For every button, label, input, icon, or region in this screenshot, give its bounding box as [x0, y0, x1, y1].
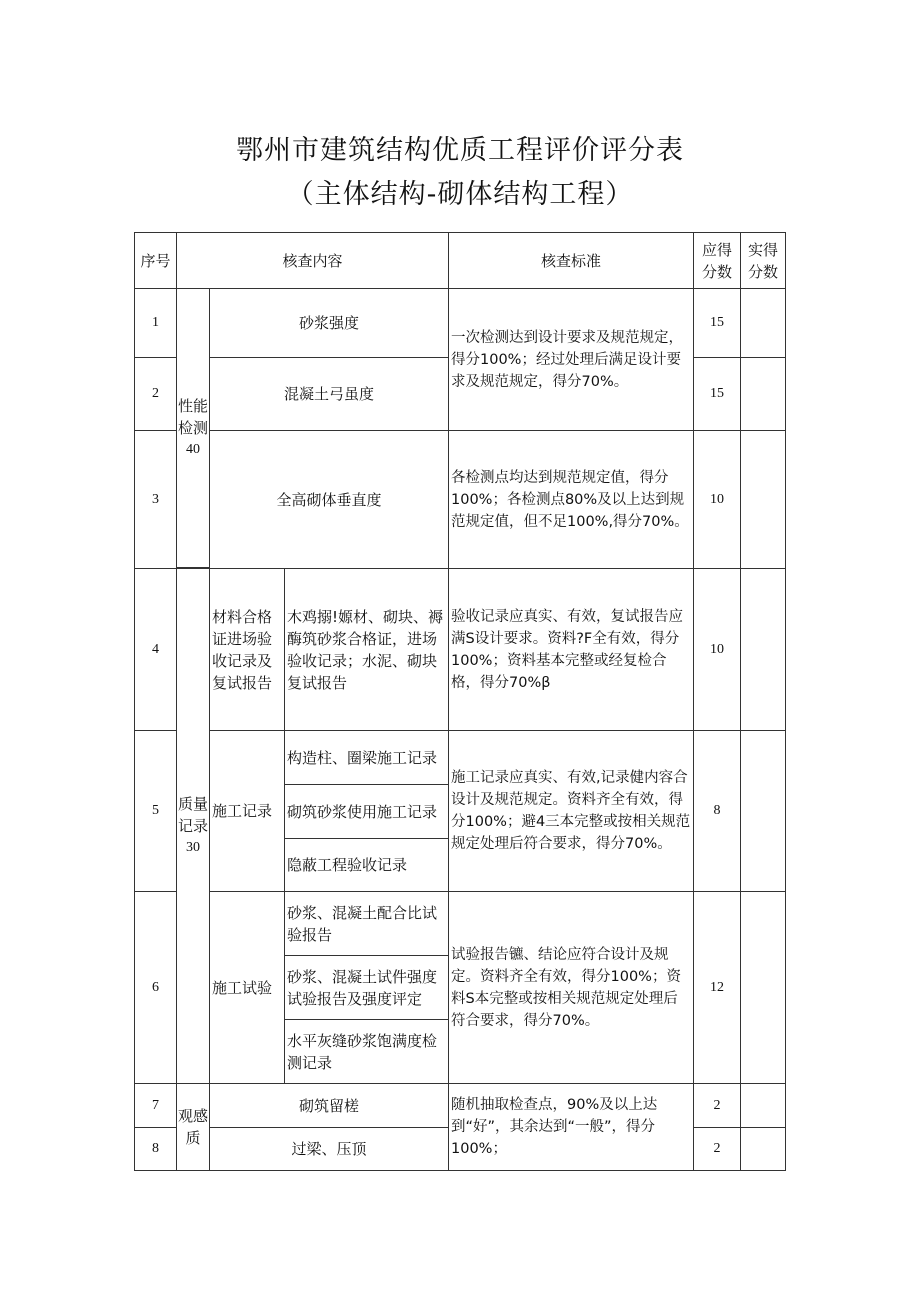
row-7-seq: 7 — [134, 1083, 177, 1128]
row-7-actual — [740, 1083, 786, 1128]
group-appearance-line2: 质 — [185, 1129, 201, 1147]
row-6-item-3: 水平灰缝砂浆饱满度检测记录 — [284, 1019, 449, 1084]
header-should-score-line1: 应得 — [701, 240, 732, 259]
standard-row-5: 施工记录应真实、有效,记录健内容合设计及规范规定。资料齐全有效，得分100%；避4三本完整或按相关规范规定处理后符合要求，得分70%。 — [448, 730, 694, 892]
row-8-seq: 8 — [134, 1127, 177, 1171]
page-subtitle: （主体结构-砌体结构工程） — [286, 179, 634, 210]
row-5-seq: 5 — [134, 730, 177, 892]
row-6-actual — [740, 891, 786, 1084]
row-4-category: 材料合格证进场验收记录及复试报告 — [209, 568, 285, 731]
header-actual-score-line2: 分数 — [747, 262, 778, 281]
row-4-item: 木鸡搦!嫄材、砌块、褥酶筑砂浆合格证，进场验收记录；水泥、砌块复试报告 — [284, 568, 449, 731]
row-2-item: 混凝土弓虽度 — [209, 357, 449, 431]
row-1-score: 15 — [693, 288, 741, 358]
group-appearance — [176, 1083, 210, 1171]
row-5-actual — [740, 730, 786, 892]
row-1-item: 砂浆强度 — [209, 288, 449, 358]
group-performance-line2: 检测 — [177, 419, 208, 437]
row-6-score: 12 — [693, 891, 741, 1084]
header-content: 核查内容 — [176, 232, 449, 289]
row-4-seq: 4 — [134, 568, 177, 731]
header-standard: 核查标准 — [448, 232, 694, 289]
row-1-seq: 1 — [134, 288, 177, 358]
row-5-item-1: 构造柱、圈梁施工记录 — [284, 730, 449, 785]
page-title: 鄂州市建筑结构优质工程评价评分表 — [236, 135, 684, 166]
group-quality-line1: 质量 — [177, 795, 208, 813]
row-2-actual — [740, 357, 786, 431]
header-actual-score-line1: 实得 — [747, 240, 778, 259]
row-8-actual — [740, 1127, 786, 1171]
row-5-item-2: 砌筑砂浆使用施工记录 — [284, 784, 449, 839]
row-8-score: 2 — [693, 1127, 741, 1171]
header-should-score-line2: 分数 — [701, 262, 732, 281]
group-quality-line3: 30 — [186, 840, 200, 855]
group-quality-line2: 记录 — [177, 817, 208, 835]
group-performance-line3: 40 — [186, 442, 200, 457]
standard-rows-1-2: 一次检测达到设计要求及规范规定，得分100%；经过处理后满足设计要求及规范规定，得分70%。 — [448, 288, 694, 431]
row-4-actual — [740, 568, 786, 731]
standard-rows-7-8: 随机抽取检查点，90%及以上达到“好”，其余达到“一般”，得分100%； — [448, 1083, 694, 1171]
standard-row-3: 各检测点均达到规范规定值，得分100%；各检测点80%及以上达到规范规定值，但不足100%,得分70%。 — [448, 430, 694, 569]
row-3-item: 全高砌体垂直度 — [209, 430, 449, 569]
row-1-actual — [740, 288, 786, 358]
row-7-item: 砌筑留槎 — [209, 1083, 449, 1128]
standard-row-6: 试验报告镳、结论应符合设计及规定。资料齐全有效，得分100%；资料S本完整或按相关规范规定处理后符合要求，得分70%。 — [448, 891, 694, 1084]
row-3-actual — [740, 430, 786, 569]
row-5-item-3: 隐蔽工程验收记录 — [284, 838, 449, 892]
group-quality — [176, 568, 210, 1084]
group-performance-line1: 性能 — [177, 397, 208, 415]
row-6-item-2: 砂浆、混凝土试件强度试验报告及强度评定 — [284, 955, 449, 1020]
row-2-seq: 2 — [134, 357, 177, 431]
standard-row-4: 验收记录应真实、有效，复试报告应满S设计要求。资料?F全有效，得分100%；资料基本完整或经复检合格，得分70%β — [448, 568, 694, 731]
row-6-seq: 6 — [134, 891, 177, 1084]
row-6-category: 施工试验 — [209, 891, 285, 1084]
header-should-score — [693, 232, 741, 289]
group-appearance-line1: 观感 — [177, 1107, 208, 1125]
row-2-score: 15 — [693, 357, 741, 431]
row-5-score: 8 — [693, 730, 741, 892]
row-3-seq: 3 — [134, 430, 177, 569]
row-5-category: 施工记录 — [209, 730, 285, 892]
group-performance — [176, 288, 210, 568]
header-seq: 序号 — [134, 232, 177, 289]
row-3-score: 10 — [693, 430, 741, 569]
row-6-item-1: 砂浆、混凝土配合比试验报告 — [284, 891, 449, 956]
header-actual-score — [740, 232, 786, 289]
row-4-score: 10 — [693, 568, 741, 731]
row-8-item: 过梁、压顶 — [209, 1127, 449, 1171]
row-7-score: 2 — [693, 1083, 741, 1128]
